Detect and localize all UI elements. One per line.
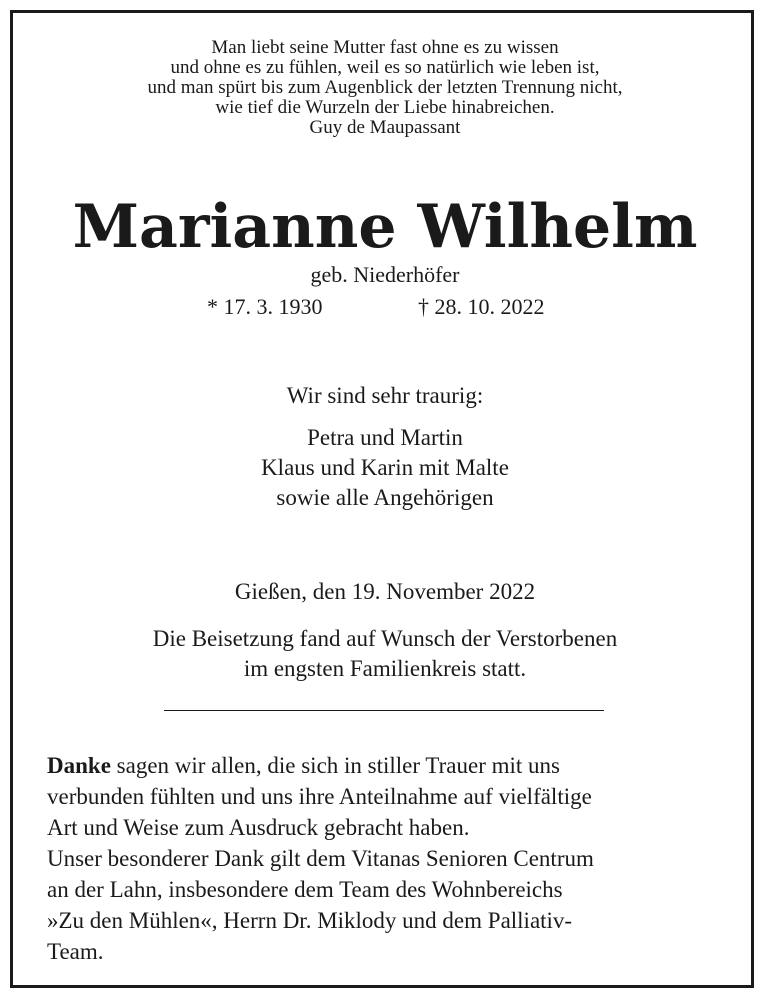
- thanks-line: an der Lahn, insbesondere dem Team des Wohnbereichs: [47, 877, 563, 902]
- thanks-line: Unser besonderer Dank gilt dem Vitanas Senioren Centrum: [47, 846, 594, 871]
- thanks-line: »Zu den Mühlen«, Herrn Dr. Miklody und dem Palliativ-: [47, 908, 573, 933]
- mourners-intro: Wir sind sehr traurig:: [286, 383, 484, 408]
- thanks-line: Art und Weise zum Ausdruck gebracht haben.: [47, 815, 470, 840]
- burial-line: im engsten Familienkreis statt.: [243, 656, 527, 681]
- mourner-name: Klaus und Karin mit Malte: [261, 455, 509, 480]
- mourners-list: [0, 423, 770, 513]
- divider: [164, 710, 604, 711]
- mourner-name: sowie alle Angehörigen: [276, 485, 494, 510]
- birth-date: * 17. 3. 1930: [207, 294, 323, 319]
- thanks-first-line: sagen wir allen, die sich in stiller Trauer mit uns: [110, 753, 560, 778]
- death-date: † 28. 10. 2022: [418, 294, 545, 319]
- thanks-line: verbunden fühlten und uns ihre Anteilnahme auf vielfältige: [47, 784, 592, 809]
- quote-block: [0, 38, 770, 138]
- thanks-paragraph: [47, 750, 737, 967]
- mourner-name: Petra und Martin: [307, 425, 463, 450]
- maiden-name: geb. Niederhöfer: [310, 262, 460, 287]
- quote-line: und man spürt bis zum Augenblick der letzten Trennung nicht,: [147, 77, 623, 98]
- burial-note: [0, 624, 770, 684]
- quote-author: Guy de Maupassant: [309, 117, 461, 138]
- thanks-line: Team.: [47, 939, 104, 964]
- place-date: Gießen, den 19. November 2022: [234, 579, 536, 604]
- deceased-name: Marianne Wilhelm: [72, 192, 698, 262]
- quote-line: und ohne es zu fühlen, weil es so natürlich wie leben ist,: [170, 57, 600, 78]
- thanks-lead: Danke: [47, 753, 111, 778]
- quote-line: Man liebt seine Mutter fast ohne es zu wissen: [211, 37, 559, 58]
- burial-line: Die Beisetzung fand auf Wunsch der Verstorbenen: [152, 626, 618, 651]
- thanks-line: [47, 750, 737, 781]
- quote-line: wie tief die Wurzeln der Liebe hinabreichen.: [215, 97, 555, 118]
